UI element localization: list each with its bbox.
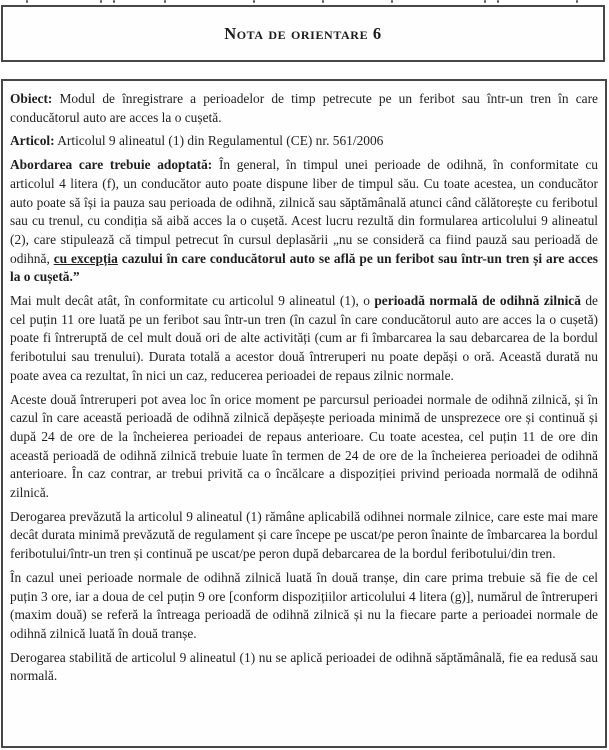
paragraph [10, 132, 598, 151]
text-run: Articolul 9 alineatul (1) din Regulamentul (CE) nr. 561/2006 [54, 133, 384, 149]
text-run: de cel puțin 11 ore luată pe un feribot sau într-un tren (în cazul în care conducătorul auto are acces la o cușetă) poate fi întreruptă de cel mult două ori de alte activități (cum ar fi îmbarcarea la sau debarcarea de la bordul feribotului sau trenului). Durata totală a acestor două întreruperi nu poate depăși o oră. Această durată nu poate avea ca rezultat, în nici un caz, reducerea perioadei de repaus zilnic normale. [10, 293, 598, 383]
text-run: cazului în care conducătorul auto se află pe un feribot sau într-un tren și are acces la o cușetă.” [10, 250, 598, 285]
document-title: Nota de orientare 6 [224, 23, 382, 43]
text-run: Abordarea care trebuie adoptată: [10, 157, 213, 173]
paragraph [10, 90, 598, 127]
paragraph [10, 508, 598, 564]
text-run: Derogarea stabilită de articolul 9 alineatul (1) nu se aplică perioadei de odihnă săptămânală, fie ea redusă sau normală. [10, 649, 598, 684]
text-run: În general, în timpul unei perioade de odihnă, în conformitate cu articolul 4 litera (f), un conducător auto poate dispune liber de timpul său. Cu toate acestea, un conducător auto poate să își ia pauza sau perioada de odihnă, zilnică sau săptămânală atunci când călătorește cu feribotul sau cu trenul, cu condiția să aibă acces la o cușetă. Acest lucru rezultă din formularea articolului 9 alineatul (2), care stipulează că timpul petrecut în cursul deplasării „nu se consideră ca fiind pauză sau perioadă de odihnă, [10, 157, 598, 266]
text-run: perioadă normală de odihnă zilnică [374, 293, 581, 309]
paragraph [10, 569, 598, 644]
text-run: Aceste două întreruperi pot avea loc în orice moment pe parcursul perioadei normale de odihnă zilnică, și în cazul în care această perioadă de odihnă zilnică depășește perioada minimă de unsprezece ore și continuă și după 24 de ore de la încheierea perioadei de repaus anterioare. Cu toate acestea, cel puțin 11 de ore din această perioadă de odihnă zilnică trebuie luate în termen de 24 de ore de la încheierea perioadei de odihnă anterioare. În caz contrar, ar trebui privită ca o încălcare a dispoziției privind perioada normală de odihnă zilnică. [10, 391, 598, 501]
paragraph [10, 156, 598, 287]
cropped-text-remnant [0, 0, 609, 4]
text-run: Mai mult decât atât, în conformitate cu articolul 9 alineatul (1), o [10, 293, 375, 309]
paragraph [10, 649, 598, 686]
text-run: Modul de înregistrare a perioadelor de timp petrecute pe un feribot sau într-un tren în care conducătorul auto are acces la o cușetă. [10, 91, 598, 125]
text-run: Obiect: [10, 91, 53, 106]
text-run: Articol: [10, 133, 55, 149]
paragraph [10, 292, 598, 386]
text-run: cu excepția [53, 250, 118, 266]
title-box [1, 5, 605, 62]
text-run: Derogarea prevăzută la articolul 9 alineatul (1) rămâne aplicabilă odihnei normale zilnice, care este mai mare decât durata minimă prevăzută de regulament și care începe pe uscat/pe peron înainte de îmbarcarea la bordul feribotului/într-un tren și continuă pe uscat/pe peron după debarcarea de la bordul feribotului/din tren. [10, 508, 598, 562]
paragraph [10, 391, 598, 503]
text-run: În cazul unei perioade normale de odihnă zilnică luată în două tranșe, din care prima trebuie să fie de cel puțin 3 ore, iar a doua de cel puțin 9 ore [conform dispozițiilor articolului 4 litera (g)], numărul de întreruperi (maxim două) se referă la întreaga perioadă de odihnă zilnică și nu la fiecare parte a perioadei normale de odihnă zilnică luată în două tranșe. [10, 569, 598, 641]
document-body [1, 79, 607, 748]
